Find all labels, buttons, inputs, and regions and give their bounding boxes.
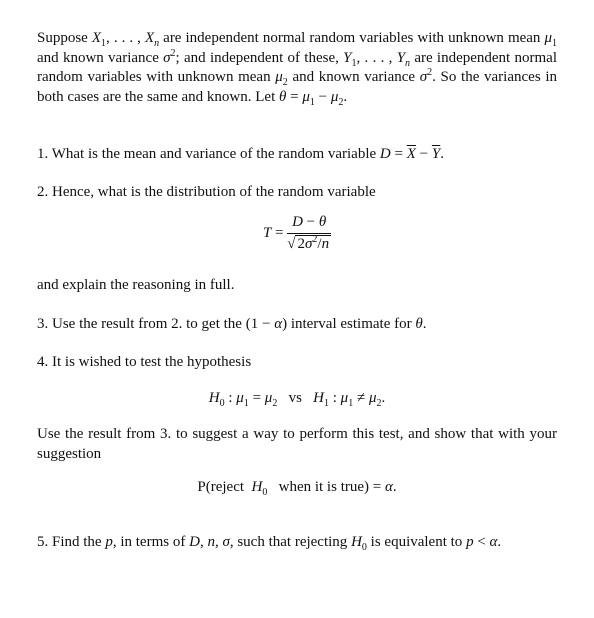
question-text: and explain the reasoning in full. [37, 277, 235, 293]
question-text: Hence, what is the distribution of the random variable [48, 184, 376, 200]
question-text: Find the [48, 534, 106, 550]
question-number: 2. [37, 184, 49, 200]
question-text: is equivalent to [366, 534, 467, 550]
question-text: What is the mean and variance of the random variable [48, 146, 380, 162]
question-number: 5. [37, 534, 49, 550]
vs-text: vs [288, 390, 302, 406]
intro-text: are independent normal random variables with unknown mean [159, 30, 545, 46]
question-text: Use the result from 2. to get the [48, 316, 246, 332]
question-4 [37, 353, 557, 373]
intro-text: and known variance [37, 49, 164, 66]
fraction: $\frac{D - \theta}{√ 2\sigma^2/n}$ [287, 214, 330, 252]
question-2-after [37, 276, 557, 296]
question-number: 1. [37, 146, 49, 162]
question-1: 1. What is the mean and variance of the random variable $D = \overline{X} - \overline{Y}$. [37, 146, 444, 162]
intro-paragraph: Suppose $X_1$, . . . , $X_n$ are independent normal random variables with unknown mean $\mu_1$ and known variance $\sigma^2$; and independent of these, $Y_1$, . . . , $Y_n$ are independent normal random variables with unknown mean $\mu_2$ and known variance $\sigma^2$. So the variances in both cases are the same and known. Let $\theta = \mu_1 - \mu_2$. [37, 30, 557, 108]
intro-text: . So the variances in both cases are the same and known. Let [37, 69, 557, 105]
intro-text: are independent normal random variables with unknown mean [37, 49, 557, 85]
prob-text: P(reject [197, 479, 245, 495]
question-number: 3. [37, 316, 49, 332]
question-text: It is wished to test the hypothesis [48, 354, 252, 370]
equation-t: T = $\frac{D - \theta}{√ 2\sigma^2/n}$ [262, 214, 330, 252]
question-3: 3. Use the result from 2. to get the (1 − α) interval estimate for θ. [37, 316, 427, 332]
equation-hypothesis: $H_0$ : $\mu_1 = \mu_2$ vs $H_1$ : $\mu_1 \ne \mu_2$. [208, 390, 386, 409]
intro-text: Suppose [37, 30, 92, 46]
intro-text: ; and independent of these, [175, 49, 344, 66]
question-text: interval estimate for [287, 316, 416, 332]
question-4-after [37, 425, 557, 464]
intro-text: . [343, 88, 348, 105]
question-number: 4. [37, 354, 49, 370]
question-text: Use the result from 3. to suggest a way to perform this test, and show that with your suggestion [37, 426, 557, 462]
equation-probability: P(reject $H_0$ when it is true) = α. [197, 479, 397, 498]
question-text: , in terms of [112, 534, 190, 550]
question-2 [37, 183, 557, 203]
question-text: , such that rejecting [229, 534, 352, 550]
question-5: 5. Find the p, in terms of D, n, σ, such that rejecting $H_0$ is equivalent to p < α. [37, 534, 502, 553]
intro-text: and known variance [287, 69, 420, 85]
prob-text: when it is true) [278, 479, 370, 495]
